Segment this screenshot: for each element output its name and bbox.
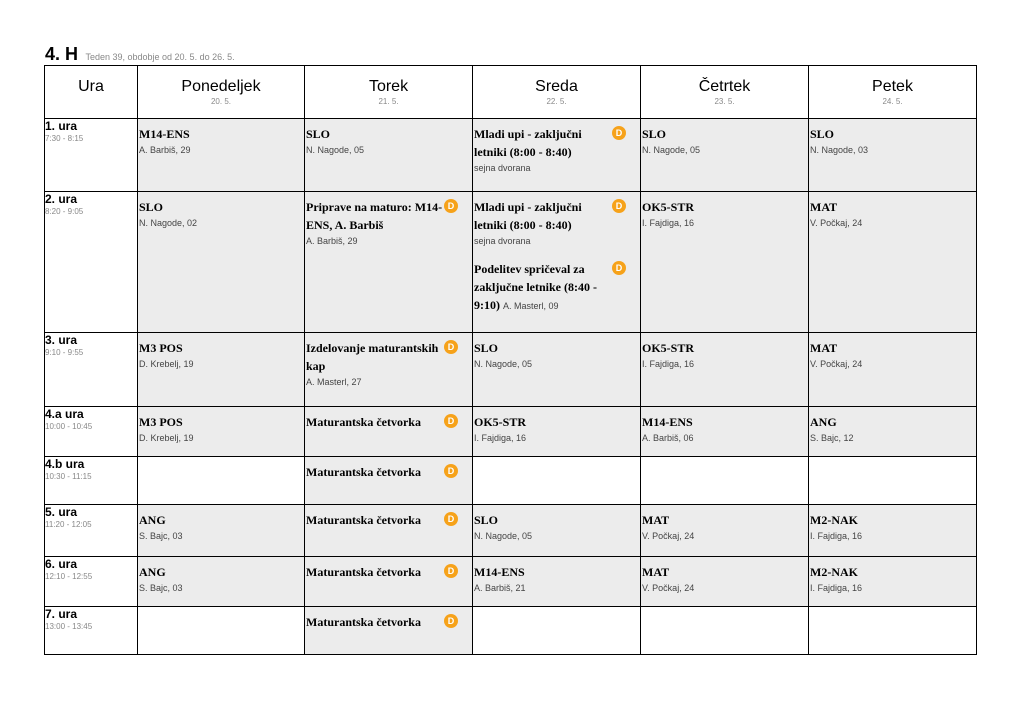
lesson-cell[interactable] [641,505,809,557]
period-name: 7. ura [45,607,78,621]
event-badge-icon[interactable]: D [444,199,458,213]
lesson-entry[interactable] [473,119,640,173]
lesson-info: A. Barbiš, 21 [474,583,526,593]
lesson-subject: SLO [139,200,164,214]
lesson-entry[interactable] [305,192,472,246]
lesson-info: N. Nagode, 02 [139,218,198,228]
period-time: 10:00 - 10:45 [45,422,93,431]
day-header [641,66,809,119]
class-name: 4. H [45,44,79,64]
lesson-cell[interactable] [809,119,977,192]
lesson-subject: M2-NAK [810,565,858,579]
event-badge-icon[interactable]: D [612,199,626,213]
event-badge-icon[interactable]: D [444,614,458,628]
lesson-entry[interactable] [641,192,808,228]
lesson-entry[interactable] [641,505,808,541]
period-cell [45,505,138,557]
lesson-subject: ANG [139,565,166,579]
period-row [45,607,977,655]
event-badge-icon[interactable]: D [444,512,458,526]
lesson-info: N. Nagode, 05 [642,145,701,155]
period-time: 8:20 - 9:05 [45,207,84,216]
lesson-subject: MAT [810,200,838,214]
period-cell [45,607,138,655]
lesson-info: N. Nagode, 05 [474,359,533,369]
day-name: Ponedeljek [181,78,261,95]
lesson-subject: Maturantska četvorka [306,513,421,527]
lesson-subject: Maturantska četvorka [306,565,421,579]
period-name: 4.b ura [45,457,85,471]
lesson-subject: SLO [474,513,499,527]
lesson-entry[interactable] [138,407,304,443]
lesson-cell[interactable] [809,557,977,607]
day-date: 23. 5. [714,97,735,106]
day-date: 20. 5. [210,97,231,106]
period-cell [45,119,138,192]
event-badge-icon[interactable]: D [444,340,458,354]
day-header-row [45,66,977,119]
period-time: 11:20 - 12:05 [45,520,92,529]
period-cell [45,407,138,457]
lesson-subject: M14-ENS [474,565,525,579]
lesson-entry[interactable] [305,505,472,529]
lesson-cell[interactable] [138,407,305,457]
lesson-subject: M14-ENS [642,415,693,429]
lesson-cell[interactable] [809,333,977,407]
period-time: 12:10 - 12:55 [45,572,93,581]
lesson-subject: Maturantska četvorka [306,465,421,479]
lesson-subject: M3 POS [139,341,183,355]
lesson-subject: Izdelovanje maturantskih kap [306,341,439,373]
day-date: 22. 5. [546,97,567,106]
lesson-info: S. Bajc, 12 [810,433,854,443]
lesson-subject: SLO [810,127,835,141]
period-row [45,557,977,607]
lesson-entry[interactable] [305,557,472,581]
period-cell [45,457,138,505]
lesson-subject: Podelitev spričeval za zaključne letnike (8:40 - 9:10) [474,262,597,312]
lesson-cell[interactable] [305,457,473,505]
period-time: 10:30 - 11:15 [45,472,92,481]
lesson-cell[interactable] [138,333,305,407]
day-header [809,66,977,119]
lesson-info: A. Barbiš, 29 [139,145,191,155]
lesson-info: A. Masterl, 27 [306,377,362,387]
lesson-entry[interactable] [473,557,640,593]
event-badge-icon[interactable]: D [612,126,626,140]
lesson-info: N. Nagode, 05 [306,145,365,155]
lesson-cell [809,457,977,505]
lesson-info: N. Nagode, 03 [810,145,869,155]
period-row [45,119,977,192]
period-row [45,333,977,407]
lesson-subject: Mladi upi - zaključni letniki (8:00 - 8:40) [474,127,582,159]
lesson-entry[interactable] [641,557,808,593]
lesson-info: A. Barbiš, 29 [306,236,358,246]
lesson-subject: Mladi upi - zaključni letniki (8:00 - 8:40) [474,200,582,232]
lesson-cell[interactable] [473,333,641,407]
day-header [138,66,305,119]
lesson-cell[interactable] [305,557,473,607]
period-row [45,407,977,457]
day-name: Sreda [535,78,578,95]
lesson-cell [138,607,305,655]
lesson-cell [641,607,809,655]
day-name: Petek [872,78,913,95]
ura-label: Ura [78,78,104,95]
period-time: 7:30 - 8:15 [45,134,84,143]
lesson-cell[interactable] [809,192,977,333]
lesson-subject: M2-NAK [810,513,858,527]
lesson-cell[interactable] [305,607,473,655]
day-name: Četrtek [698,78,751,95]
lesson-entry[interactable] [305,119,472,155]
lesson-subject: Maturantska četvorka [306,415,421,429]
lesson-entry[interactable] [473,505,640,541]
lesson-info: sejna dvorana [474,163,531,173]
lesson-entry[interactable] [305,333,472,387]
lesson-cell[interactable] [138,192,305,333]
lesson-cell[interactable] [809,407,977,457]
lesson-cell[interactable] [809,505,977,557]
period-name: 2. ura [45,192,78,206]
lesson-subject: OK5-STR [642,200,695,214]
lesson-subject: SLO [474,341,499,355]
lesson-entry[interactable] [641,407,808,443]
lesson-entry[interactable] [473,407,640,443]
lesson-cell [473,457,641,505]
lesson-cell[interactable] [473,505,641,557]
period-row [45,457,977,505]
lesson-subject: OK5-STR [474,415,527,429]
lesson-entry[interactable] [809,192,976,228]
lesson-cell[interactable] [305,505,473,557]
day-header [473,66,641,119]
lesson-entry[interactable] [305,407,472,431]
lesson-subject: Maturantska četvorka [306,615,421,629]
lesson-subject: MAT [642,565,670,579]
lesson-info: V. Počkaj, 24 [642,531,695,541]
lesson-info: I. Fajdiga, 16 [642,218,695,228]
day-date: 21. 5. [378,97,399,106]
period-cell [45,333,138,407]
period-row [45,505,977,557]
lesson-subject: MAT [642,513,670,527]
lesson-info: sejna dvorana [474,236,531,246]
lesson-cell[interactable] [305,407,473,457]
lesson-subject: OK5-STR [642,341,695,355]
lesson-cell[interactable] [473,557,641,607]
lesson-entry[interactable] [809,407,976,443]
lesson-info: V. Počkaj, 24 [642,583,695,593]
lesson-cell [473,607,641,655]
lesson-subject: MAT [810,341,838,355]
lesson-cell[interactable] [138,505,305,557]
lesson-entry[interactable] [138,333,304,369]
ura-column-header [45,66,138,119]
lesson-cell[interactable] [473,407,641,457]
lesson-info: I. Fajdiga, 16 [810,583,863,593]
week-info: Teden 39, obdobje od 20. 5. do 26. 5. [85,52,235,62]
lesson-cell [809,607,977,655]
lesson-cell[interactable] [641,407,809,457]
day-name: Torek [368,78,409,95]
event-badge-icon[interactable]: D [444,414,458,428]
lesson-entry[interactable] [138,505,304,541]
lesson-info: N. Nagode, 05 [474,531,533,541]
day-header [305,66,473,119]
lesson-info: S. Bajc, 03 [139,531,183,541]
period-time: 9:10 - 9:55 [45,348,84,357]
lesson-info: D. Krebelj, 19 [139,359,194,369]
lesson-entry[interactable] [305,607,472,631]
lesson-info: S. Bajc, 03 [139,583,183,593]
period-time: 13:00 - 13:45 [45,622,93,631]
lesson-cell[interactable] [138,557,305,607]
lesson-entry[interactable] [641,119,808,155]
period-name: 6. ura [45,557,78,571]
lesson-cell[interactable] [473,192,641,333]
lesson-info: D. Krebelj, 19 [139,433,194,443]
lesson-info: I. Fajdiga, 16 [810,531,863,541]
lesson-cell[interactable] [305,192,473,333]
lesson-entry[interactable] [809,505,976,541]
lesson-cell[interactable] [305,333,473,407]
period-name: 1. ura [45,119,78,133]
lesson-entry[interactable] [473,246,640,314]
lesson-entry[interactable] [305,457,472,481]
lesson-entry[interactable] [809,333,976,369]
lesson-info: V. Počkaj, 24 [810,218,863,228]
lesson-subject: SLO [642,127,667,141]
event-badge-icon[interactable]: D [444,564,458,578]
timetable-header [45,44,235,65]
lesson-subject: M14-ENS [139,127,190,141]
event-badge-icon[interactable]: D [444,464,458,478]
lesson-entry[interactable] [138,557,304,593]
lesson-subject: SLO [306,127,331,141]
lesson-cell[interactable] [473,119,641,192]
period-name: 4.a ura [45,407,84,421]
lesson-cell[interactable] [305,119,473,192]
lesson-info: A. Barbiš, 06 [642,433,694,443]
lesson-info: I. Fajdiga, 16 [474,433,527,443]
day-date: 24. 5. [882,97,903,106]
lesson-entry[interactable] [473,333,640,369]
lesson-subject: ANG [139,513,166,527]
lesson-entry[interactable] [809,119,976,155]
lesson-cell [641,457,809,505]
lesson-info: A. Masterl, 09 [503,301,559,311]
lesson-info: V. Počkaj, 24 [810,359,863,369]
lesson-subject: Priprave na maturo: M14-ENS, A. Barbiš [306,200,443,232]
lesson-cell[interactable] [641,557,809,607]
period-row [45,192,977,333]
lesson-cell[interactable] [641,119,809,192]
lesson-cell[interactable] [138,119,305,192]
lesson-subject: ANG [810,415,837,429]
period-cell [45,192,138,333]
lesson-entry[interactable] [138,119,304,155]
period-name: 5. ura [45,505,78,519]
timetable [44,65,977,655]
lesson-entry[interactable] [473,192,640,246]
period-name: 3. ura [45,333,78,347]
lesson-info: I. Fajdiga, 16 [642,359,695,369]
lesson-entry[interactable] [809,557,976,593]
lesson-cell[interactable] [641,192,809,333]
lesson-subject: M3 POS [139,415,183,429]
lesson-cell[interactable] [641,333,809,407]
lesson-entry[interactable] [138,192,304,228]
event-badge-icon[interactable]: D [612,261,626,275]
lesson-entry[interactable] [641,333,808,369]
period-cell [45,557,138,607]
lesson-cell [138,457,305,505]
